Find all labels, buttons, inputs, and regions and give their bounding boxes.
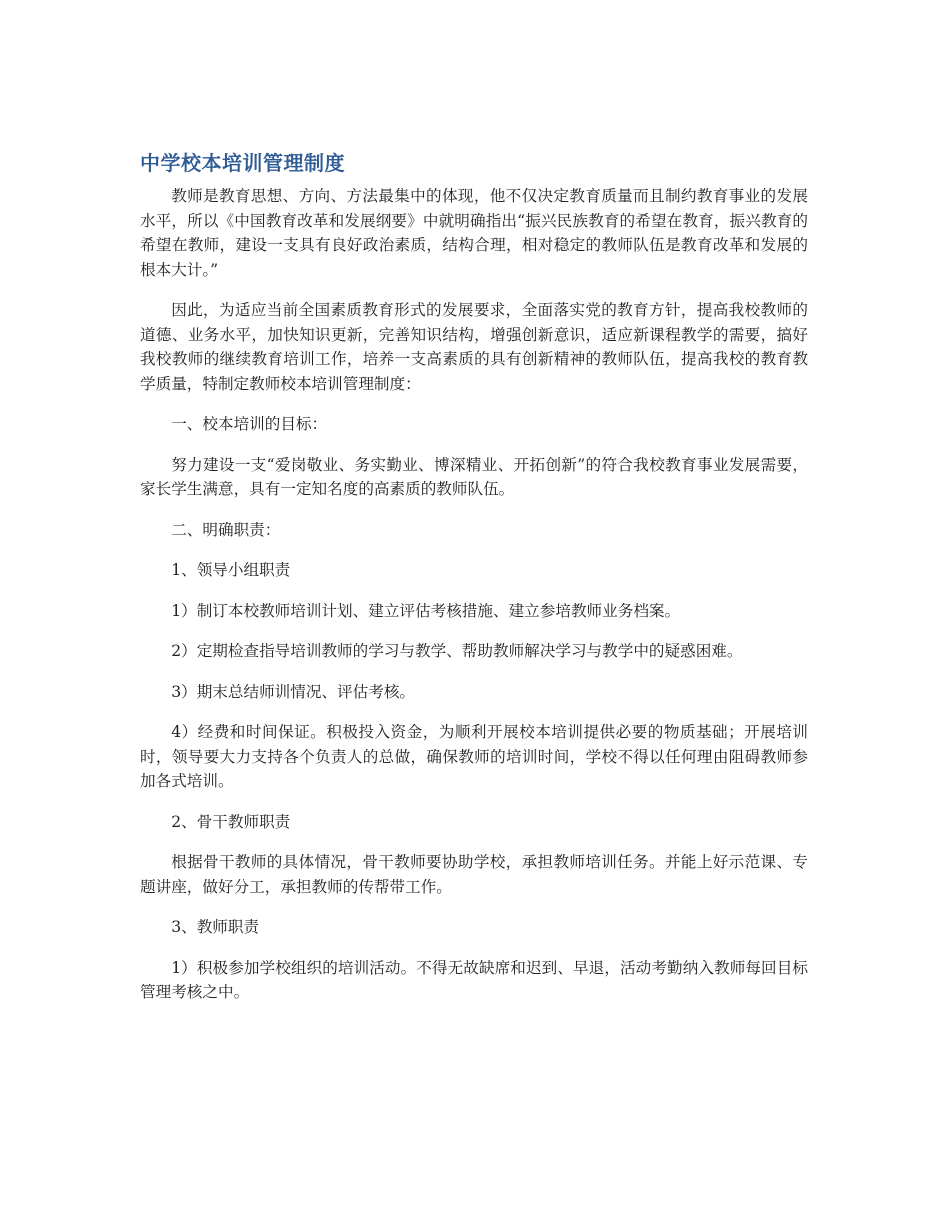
paragraph-purpose: 因此，为适应当前全国素质教育形式的发展要求，全面落实党的教育方针，提高我校教师的道德、业务水平，加快知识更新，完善知识结构，增强创新意识，适应新课程教学的需要，搞好我校教师的继续教育培训工作，培养一支高素质的具有创新精神的教师队伍，提高我校的教育教学质量，特制定教师校本培训管理制度： — [140, 301, 808, 393]
list-item: 2）定期检查指导培训教师的学习与教学、帮助教师解决学习与教学中的疑惑困难。 — [171, 642, 743, 660]
document-title: 中学校本培训管理制度 — [140, 151, 345, 175]
section-heading-goals: 一、校本培训的目标： — [171, 415, 328, 433]
list-item: 4）经费和时间保证。积极投入资金，为顺利开展校本培训提供必要的物质基础；开展培训时，领导要大力支持各个负责人的总做，确保教师的培训时间，学校不得以任何理由阻碍教师参加各式培训。 — [140, 723, 808, 790]
subheading-teacher-duties: 3、教师职责 — [171, 918, 260, 936]
paragraph-goals: 努力建设一支“爱岗敬业、务实勤业、博深精业、开拓创新”的符合我校教育事业发展需要，家长学生满意，具有一定知名度的高素质的教师队伍。 — [140, 455, 808, 498]
paragraph-intro: 教师是教育思想、方向、方法最集中的体现，他不仅决定教育质量而且制约教育事业的发展水平，所以《中国教育改革和发展纲要》中就明确指出“振兴民族教育的希望在教育，振兴教育的希望在教师，建设一支具有良好政治素质，结构合理，相对稳定的教师队伍是教育改革和发展的根本大计。” — [140, 187, 808, 279]
subheading-backbone-teacher-duties: 2、骨干教师职责 — [171, 812, 291, 831]
paragraph-backbone-teacher: 根据骨干教师的具体情况，骨干教师要协助学校，承担教师培训任务。并能上好示范课、专题讲座，做好分工，承担教师的传帮带工作。 — [140, 853, 808, 896]
list-item: 1）积极参加学校组织的培训活动。不得无故缺席和迟到、早退，活动考勤纳入教师每回目标管理考核之中。 — [140, 958, 808, 1001]
list-item: 3）期末总结师训情况、评估考核。 — [171, 682, 416, 701]
subheading-leadership-duties: 1、领导小组职责 — [171, 561, 291, 579]
document-body — [140, 148, 808, 1021]
list-item: 1）制订本校教师培训计划、建立评估考核措施、建立参培教师业务档案。 — [171, 601, 681, 620]
section-heading-duties: 二、明确职责： — [171, 520, 281, 539]
